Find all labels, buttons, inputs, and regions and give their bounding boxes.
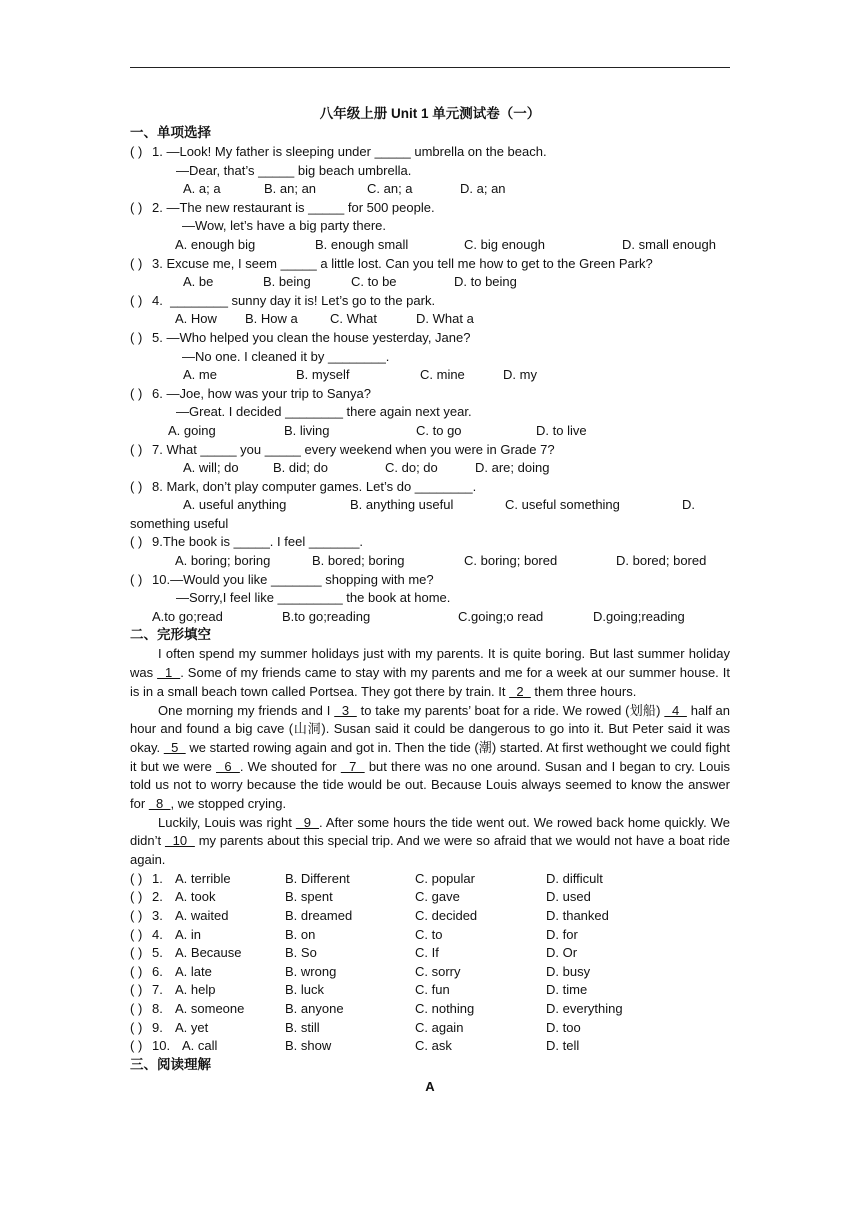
passage-label: A — [425, 1078, 435, 1094]
option-a: A. going — [168, 422, 216, 438]
answer-paren: ( ) — [130, 1001, 143, 1017]
question-7-options — [130, 459, 730, 478]
answer-paren: ( ) — [130, 945, 143, 961]
question-number: 8. — [152, 478, 163, 494]
option-b: B. enough small — [315, 236, 409, 252]
question-1-options — [130, 180, 730, 199]
option-b: B. did; do — [273, 460, 328, 476]
answer-paren: ( ) — [130, 255, 143, 271]
option-b: B.to go;reading — [282, 608, 371, 624]
cloze-option-b: B. still — [285, 1019, 320, 1035]
cloze-option-a: A. late — [175, 963, 212, 979]
option-d: D. small enough — [622, 236, 716, 252]
cloze-option-c: C. If — [415, 945, 439, 961]
cloze-option-a: A. Because — [175, 945, 242, 961]
option-d-text: something useful — [130, 515, 229, 531]
option-c: C. an; a — [367, 181, 413, 197]
question-number: 2. — [152, 199, 163, 215]
question-9-options — [130, 552, 730, 571]
cloze-option-c: C. sorry — [415, 963, 461, 979]
option-d: D. to live — [536, 422, 587, 438]
option-b: B. being — [263, 274, 311, 290]
option-c: C. useful something — [505, 497, 620, 513]
answer-paren: ( ) — [130, 385, 143, 401]
question-1-line-2 — [130, 162, 730, 181]
blank-3: 3 — [334, 702, 357, 718]
option-b: B. living — [284, 422, 330, 438]
option-c: C. to be — [351, 274, 397, 290]
question-text: —Joe, how was your trip to Sanya? — [166, 385, 371, 401]
question-4-line — [130, 292, 730, 311]
option-a: A. boring; boring — [175, 553, 271, 569]
answer-paren: ( ) — [130, 1019, 143, 1035]
cloze-option-b: B. anyone — [285, 1001, 344, 1017]
option-c: C. boring; bored — [464, 553, 558, 569]
question-number: 7. — [152, 441, 163, 457]
option-d: D. What a — [416, 311, 474, 327]
option-a: A. be — [183, 274, 214, 290]
option-d: D.going;reading — [593, 608, 685, 624]
section-heading-cloze: 二、完形填空 — [130, 627, 211, 644]
answer-paren: ( ) — [130, 889, 143, 905]
question-1-line — [130, 143, 730, 162]
cloze-option-d: D. time — [546, 982, 588, 998]
cloze-option-c: C. popular — [415, 870, 475, 886]
blank-10: 10 — [164, 833, 195, 849]
option-a: A. enough big — [175, 236, 256, 252]
cloze-option-row — [130, 1037, 730, 1056]
question-text: —Wow, let’s have a big party there. — [182, 218, 387, 234]
page-title: 八年级上册 Unit 1 单元测试卷（一） — [319, 106, 541, 121]
question-10-line — [130, 571, 730, 590]
question-5-line-2 — [130, 348, 730, 367]
answer-paren: ( ) — [130, 926, 143, 942]
option-b: B. bored; boring — [312, 553, 405, 569]
question-3-line — [130, 255, 730, 274]
cloze-option-row — [130, 981, 730, 1000]
cloze-option-a: A. in — [175, 926, 202, 942]
question-text: Mark, don’t play computer games. Let’s do ________. — [166, 478, 477, 494]
cloze-option-number: 1. — [152, 870, 163, 886]
question-9-line — [130, 533, 730, 552]
cloze-option-d: D. tell — [546, 1038, 580, 1054]
question-text: —Sorry,I feel like _________ the book at home. — [176, 590, 451, 606]
blank-5: 5 — [163, 739, 186, 755]
option-b: B. How a — [245, 311, 298, 327]
cloze-paragraph-2: One morning my friends and I 3 to take my parents’ boat for a ride. We rowed (划船) 4 half an hour and found a big cave (山洞). Susan said it could be dangerous to go into it. But Peter said it was okay. 5 we started rowing again and got in. Then the tide (潮) started. At first wethought we could fight it but we were 6 . We shouted for 7 but there was no one around. Susan and I began to cry. Louis told us not to worry because the tide would be out. Because Louis always seemed to know the answer for 8 , we stopped crying. — [130, 702, 730, 812]
question-2-options — [130, 236, 730, 255]
cloze-option-d: D. too — [546, 1019, 581, 1035]
question-text: What _____ you _____ every weekend when you were in Grade 7? — [166, 441, 555, 457]
answer-paren: ( ) — [130, 908, 143, 924]
cloze-option-number: 3. — [152, 908, 163, 924]
question-7-line — [130, 441, 730, 460]
cloze-option-b: B. luck — [285, 982, 325, 998]
cloze-option-b: B. wrong — [285, 963, 337, 979]
question-text: —Dear, that’s _____ big beach umbrella. — [176, 162, 412, 178]
cloze-option-b: B. spent — [285, 889, 333, 905]
cloze-option-row — [130, 944, 730, 963]
question-number: 4. — [152, 292, 163, 308]
option-d: D. are; doing — [475, 460, 550, 476]
question-text: —No one. I cleaned it by ________. — [182, 348, 390, 364]
option-a: A. a; a — [183, 181, 221, 197]
answer-paren: ( ) — [130, 982, 143, 998]
cloze-option-a: A. someone — [175, 1001, 245, 1017]
question-10-options — [130, 608, 730, 627]
cloze-option-d: D. Or — [546, 945, 578, 961]
cloze-option-c: C. nothing — [415, 1001, 475, 1017]
question-2-line — [130, 199, 730, 218]
cloze-option-c: C. fun — [415, 982, 450, 998]
blank-7: 7 — [340, 758, 365, 774]
cloze-option-number: 4. — [152, 926, 163, 942]
cloze-option-a: A. yet — [175, 1019, 209, 1035]
cloze-option-c: C. decided — [415, 908, 478, 924]
option-a: A. me — [183, 367, 217, 383]
option-c: C. do; do — [385, 460, 438, 476]
cloze-option-number: 8. — [152, 1001, 163, 1017]
answer-paren: ( ) — [130, 292, 143, 308]
cloze-option-row — [130, 870, 730, 889]
blank-6: 6 — [216, 758, 240, 774]
cloze-option-d: D. difficult — [546, 870, 603, 886]
blank-9: 9 — [295, 814, 320, 830]
cloze-paragraph-3: Luckily, Louis was right 9 . After some hours the tide went out. We rowed back home quickly. We didn’t 10 my parents about this special trip. And we were so afraid that we would not have a boat ride again. — [130, 814, 730, 868]
section-heading-reading: 三、阅读理解 — [130, 1056, 211, 1073]
cloze-option-c: C. gave — [415, 889, 460, 905]
answer-paren: ( ) — [130, 963, 143, 979]
option-a: A. useful anything — [183, 497, 287, 513]
header-rule — [130, 67, 730, 68]
cloze-option-a: A. help — [175, 982, 216, 998]
question-10-line-2 — [130, 589, 730, 608]
cloze-paragraph-1: I often spend my summer holidays just with my parents. It is quite boring. But last summer holiday was 1 . Some of my friends came to stay with my parents and me for a week at our summer house. It is in a small beach town called Portsea. They got there by train. It 2 them three hours. — [130, 646, 730, 699]
answer-paren: ( ) — [130, 329, 143, 345]
option-c: C. What — [330, 311, 377, 327]
answer-paren: ( ) — [130, 1038, 143, 1054]
cloze-option-d: D. everything — [546, 1001, 623, 1017]
question-8-option-d-wrap — [130, 515, 730, 534]
question-6-line-2 — [130, 403, 730, 422]
cloze-option-d: D. used — [546, 889, 591, 905]
question-number: 3. — [152, 255, 163, 271]
cloze-option-number: 5. — [152, 945, 163, 961]
blank-1: 1 — [157, 665, 181, 681]
option-d: D. — [682, 497, 695, 513]
question-text: The book is _____. I feel _______. — [162, 534, 364, 550]
option-d: D. my — [503, 367, 537, 383]
option-d: D. to being — [454, 274, 517, 290]
option-a: A. How — [175, 311, 217, 327]
cloze-option-b: B. show — [285, 1038, 332, 1054]
question-3-options — [130, 273, 730, 292]
cloze-options-list — [130, 870, 730, 1056]
cloze-option-row — [130, 907, 730, 926]
cloze-option-a: A. took — [175, 889, 216, 905]
cloze-option-row — [130, 926, 730, 945]
question-number: 10. — [152, 571, 171, 587]
cloze-option-b: B. Different — [285, 870, 350, 886]
cloze-option-d: D. thanked — [546, 908, 609, 924]
answer-paren: ( ) — [130, 199, 143, 215]
question-5-options — [130, 366, 730, 385]
question-number: 5. — [152, 329, 163, 345]
cloze-option-number: 2. — [152, 889, 163, 905]
blank-4: 4 — [664, 702, 687, 718]
option-b: B. myself — [296, 367, 350, 383]
section-heading-single-choice: 一、单项选择 — [130, 125, 211, 141]
blank-8: 8 — [148, 796, 171, 812]
answer-paren: ( ) — [130, 144, 143, 159]
cloze-option-d: D. for — [546, 926, 578, 942]
cloze-option-row — [130, 1019, 730, 1038]
cloze-option-number: 7. — [152, 982, 163, 998]
cloze-option-a: A. call — [182, 1038, 218, 1054]
cloze-option-row — [130, 963, 730, 982]
exam-page — [130, 104, 730, 1097]
cloze-option-b: B. So — [285, 945, 317, 961]
cloze-option-a: A. terrible — [175, 870, 231, 886]
cloze-option-row — [130, 888, 730, 907]
cloze-option-row — [130, 1000, 730, 1019]
option-c: C.going;o read — [458, 608, 544, 624]
cloze-option-b: B. dreamed — [285, 908, 353, 924]
question-6-line — [130, 385, 730, 404]
question-text: —Look! My father is sleeping under _____ umbrella on the beach. — [166, 144, 547, 159]
cloze-option-b: B. on — [285, 926, 316, 942]
cloze-option-c: C. to — [415, 926, 443, 942]
cloze-option-number: 6. — [152, 963, 163, 979]
question-number: 9. — [152, 534, 163, 550]
question-8-options — [130, 496, 730, 515]
cloze-option-c: C. again — [415, 1019, 464, 1035]
question-8-line — [130, 478, 730, 497]
option-b: B. anything useful — [350, 497, 454, 513]
question-text: ________ sunny day it is! Let’s go to the park. — [170, 292, 436, 308]
cloze-option-number: 10. — [152, 1038, 171, 1054]
option-c: C. mine — [420, 367, 465, 383]
question-2-line-2 — [130, 217, 730, 236]
cloze-option-number: 9. — [152, 1019, 163, 1035]
answer-paren: ( ) — [130, 478, 143, 494]
blank-2: 2 — [509, 683, 531, 699]
option-b: B. an; an — [264, 181, 317, 197]
option-a: A. will; do — [183, 460, 239, 476]
question-5-line — [130, 329, 730, 348]
option-d: D. a; an — [460, 181, 506, 197]
question-text: —Would you like _______ shopping with me? — [170, 571, 434, 587]
question-4-options — [130, 310, 730, 329]
question-number: 6. — [152, 385, 163, 401]
question-6-options — [130, 422, 730, 441]
answer-paren: ( ) — [130, 870, 143, 886]
answer-paren: ( ) — [130, 571, 143, 587]
answer-paren: ( ) — [130, 441, 143, 457]
option-d: D. bored; bored — [616, 553, 707, 569]
cloze-option-c: C. ask — [415, 1038, 452, 1054]
option-c: C. big enough — [464, 236, 545, 252]
question-text: —The new restaurant is _____ for 500 people. — [166, 199, 435, 215]
cloze-option-d: D. busy — [546, 963, 591, 979]
option-a: A.to go;read — [152, 608, 223, 624]
question-text: —Who helped you clean the house yesterday, Jane? — [166, 329, 471, 345]
question-number: 1. — [152, 144, 163, 159]
answer-paren: ( ) — [130, 534, 143, 550]
question-text: —Great. I decided ________ there again next year. — [176, 404, 472, 420]
option-c: C. to go — [416, 422, 462, 438]
question-text: Excuse me, I seem _____ a little lost. Can you tell me how to get to the Green Park? — [166, 255, 653, 271]
cloze-option-a: A. waited — [175, 908, 229, 924]
